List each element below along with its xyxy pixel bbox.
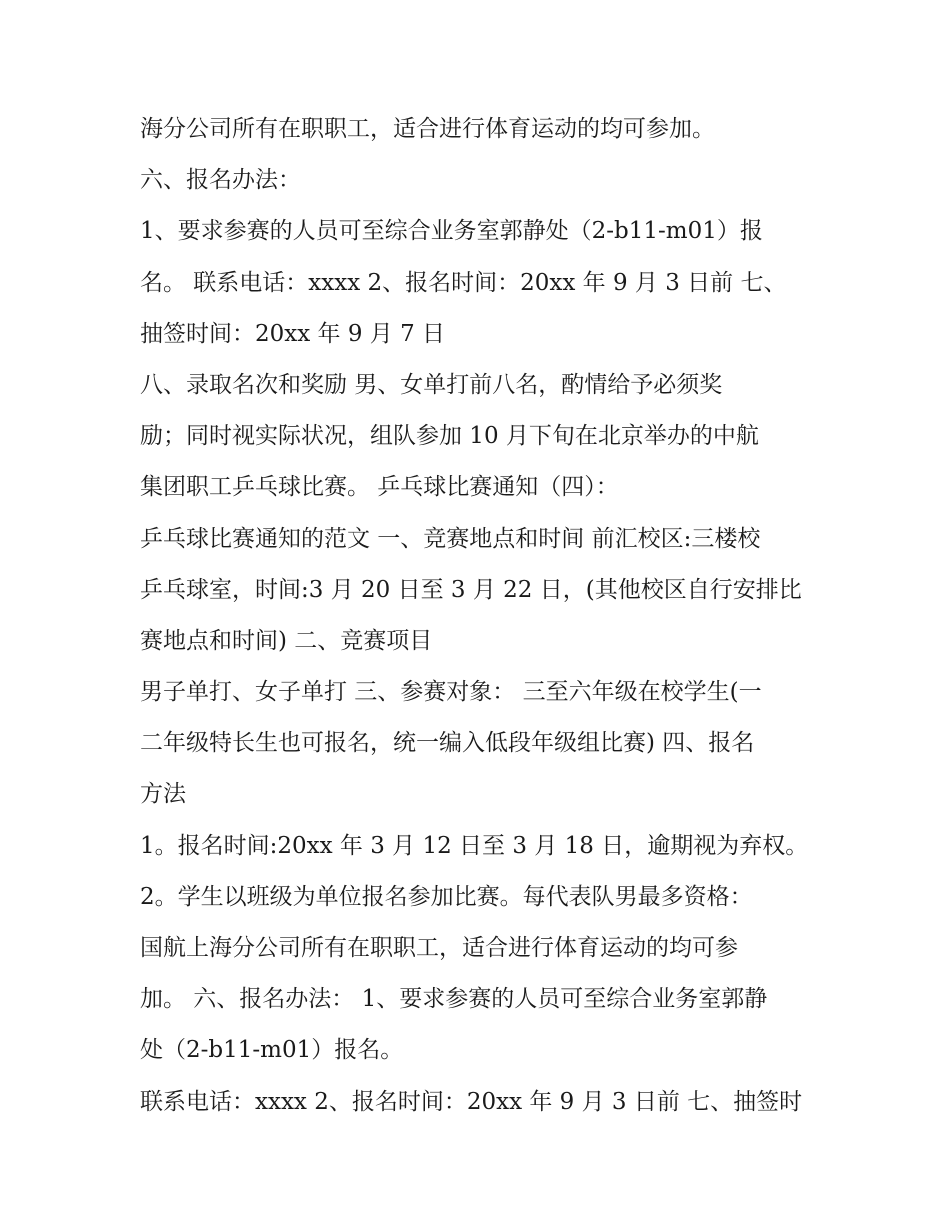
text-line: 名。 联系电话：xxxx 2、报名时间：20xx 年 9 月 3 日前 七、 xyxy=(140,269,787,296)
text-line: 励；同时视实际状况，组队参加 10 月下旬在北京举办的中航 xyxy=(140,423,759,450)
text-line: 2。学生以班级为单位报名参加比赛。每代表队男最多资格： xyxy=(140,883,753,910)
text-line: 八、录取名次和奖励 男、女单打前八名，酌情给予必须奖 xyxy=(140,371,723,398)
text-line: 加。 六、报名办法： 1、要求参赛的人员可至综合业务室郭静 xyxy=(140,986,768,1013)
text-line: 方法 xyxy=(140,781,186,808)
text-line: 六、报名办法： xyxy=(140,167,301,194)
text-line: 集团职工乒乓球比赛。 乒乓球比赛通知（四）： xyxy=(140,474,619,501)
text-line: 抽签时间：20xx 年 9 月 7 日 xyxy=(140,320,446,347)
text-line: 男子单打、女子单打 三、参赛对象： 三至六年级在校学生(一 xyxy=(140,679,762,706)
text-line: 乒乓球比赛通知的范文 一、竞赛地点和时间 前汇校区:三楼校 xyxy=(140,525,761,552)
text-line: 1、要求参赛的人员可至综合业务室郭静处（2-b11-m01）报 xyxy=(140,218,763,245)
text-line: 二年级特长生也可报名，统一编入低段年级组比赛) 四、报名 xyxy=(140,730,755,757)
document-body xyxy=(140,104,820,1128)
text-line: 联系电话：xxxx 2、报名时间：20xx 年 9 月 3 日前 七、抽签时 xyxy=(140,1088,803,1115)
text-line: 处（2-b11-m01）报名。 xyxy=(140,1037,404,1064)
text-line: 1。报名时间:20xx 年 3 月 12 日至 3 月 18 日，逾期视为弃权。 xyxy=(140,832,809,859)
text-line: 海分公司所有在职职工，适合进行体育运动的均可参加。 xyxy=(140,116,715,142)
text-line: 国航上海分公司所有在职职工，适合进行体育运动的均可参 xyxy=(140,935,738,961)
text-line: 赛地点和时间) 二、竞赛项目 xyxy=(140,627,433,654)
text-line: 乒乓球室，时间:3 月 20 日至 3 月 22 日，(其他校区自行安排比 xyxy=(140,576,802,603)
